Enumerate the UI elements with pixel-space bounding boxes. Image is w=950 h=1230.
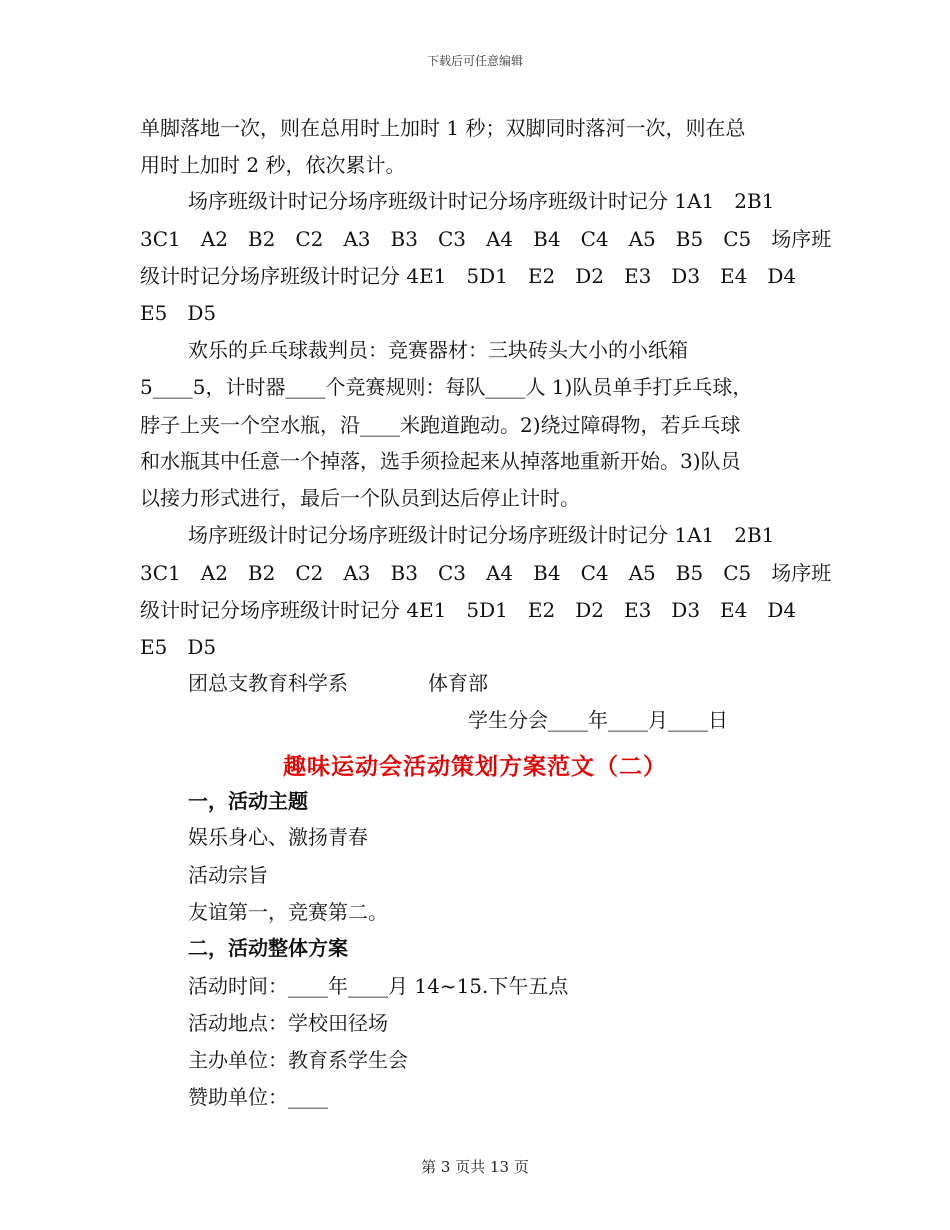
paragraph-line: 以接力形式进行，最后一个队员到达后停止计时。 (140, 486, 580, 510)
paragraph-line: 娱乐身心、激扬青春 (188, 825, 368, 849)
paragraph-line: 赞助单位：____ (188, 1085, 328, 1109)
page-header: 下载后可任意编辑 (426, 54, 523, 68)
paragraph-line: 和水瓶其中任意一个掉落，选手须捡起来从掉落地重新开始。3)队员 (140, 449, 741, 473)
paragraph-line: 3C1 A2 B2 C2 A3 B3 C3 A4 B4 C4 A5 B5 C5 场序班 (140, 561, 832, 585)
paragraph-line: 级计时记分场序班级计时记分 4E1 5D1 E2 D2 E3 D3 E4 D4 (140, 598, 797, 622)
paragraph-line: E5 D5 (140, 301, 217, 325)
paragraph-line: 5____5，计时器____个竞赛规则：每队____人 1)队员单手打乒乓球， (140, 375, 753, 399)
signature-date-line: 学生分会____年____月____日 (468, 708, 728, 732)
paragraph-line: 活动时间：____年____月 14~15.下午五点 (188, 974, 569, 998)
paragraph-line: 单脚落地一次，则在总用时上加时 1 秒；双脚同时落河一次，则在总 (140, 116, 746, 140)
paragraph-line: 友谊第一，竞赛第二。 (188, 900, 388, 924)
signature-org-line: 团总支教育科学系 体育部 (188, 671, 488, 695)
section-title: 趣味运动会活动策划方案范文（二） (283, 753, 667, 780)
paragraph-line: 级计时记分场序班级计时记分 4E1 5D1 E2 D2 E3 D3 E4 D4 (140, 264, 797, 288)
section-heading: 一，活动主题 (188, 789, 308, 813)
paragraph-line: 场序班级计时记分场序班级计时记分场序班级计时记分 1A1 2B1 (188, 189, 775, 213)
page-footer: 第 3 页共 13 页 (421, 1158, 529, 1176)
section-heading: 二，活动整体方案 (188, 936, 348, 960)
paragraph-line: 活动宗旨 (188, 863, 268, 887)
paragraph-line: 场序班级计时记分场序班级计时记分场序班级计时记分 1A1 2B1 (188, 523, 775, 547)
paragraph-line: 欢乐的乒乓球裁判员：竞赛器材：三块砖头大小的小纸箱 (188, 338, 688, 362)
paragraph-line: 用时上加时 2 秒，依次累计。 (140, 153, 406, 177)
paragraph-line: 活动地点：学校田径场 (188, 1011, 388, 1035)
paragraph-line: 脖子上夹一个空水瓶，沿____米跑道跑动。2)绕过障碍物，若乒乓球 (140, 413, 741, 437)
paragraph-line: 主办单位：教育系学生会 (188, 1048, 408, 1072)
paragraph-line: E5 D5 (140, 635, 217, 659)
paragraph-line: 3C1 A2 B2 C2 A3 B3 C3 A4 B4 C4 A5 B5 C5 场序班 (140, 227, 832, 251)
